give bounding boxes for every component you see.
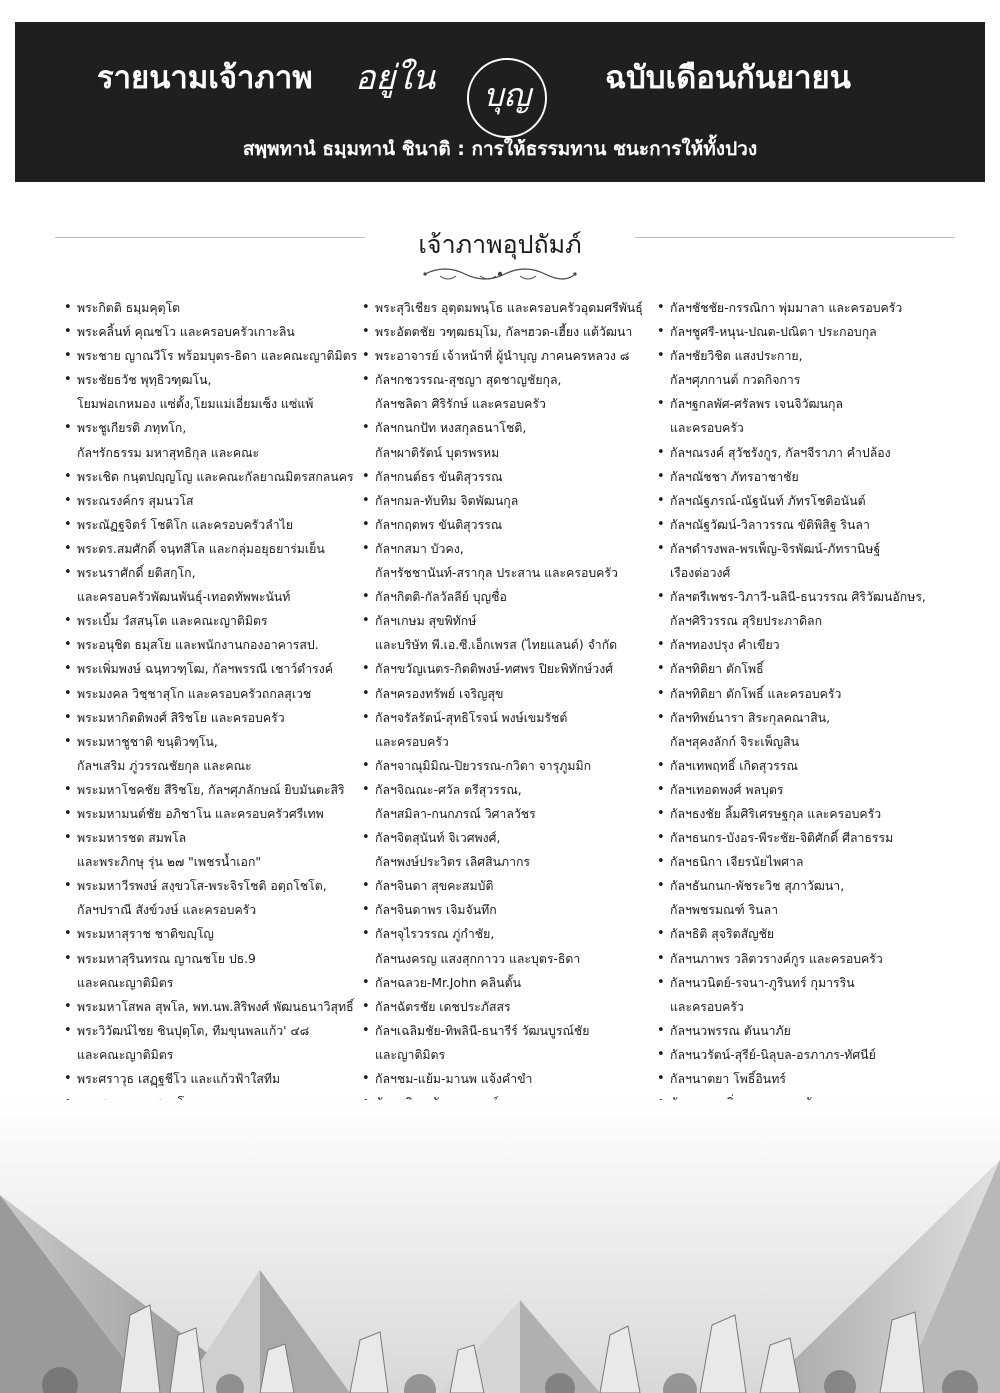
sponsor-name-continued: กัลฯพชรมณฑ์ รินลา xyxy=(670,903,779,918)
sponsor-item xyxy=(62,537,357,561)
sponsor-name: พระมหาชูชาติ ขนฺติวฑฺโน, xyxy=(77,734,218,749)
sponsor-name-continued: และคณะญาติมิตร xyxy=(77,1047,174,1062)
sponsor-item xyxy=(360,465,643,489)
sponsor-name: กัลฯณรงค์ สุวัชรังกูร, กัลฯจีราภา คำปล้อง xyxy=(670,445,891,460)
sponsor-name: กัลฯทิพย์นารา สิระกุลคณาสิน, xyxy=(670,710,831,725)
sponsor-item xyxy=(655,682,926,706)
sponsor-name: พระณรงค์กร สุมนวโส xyxy=(77,493,194,508)
sponsor-item xyxy=(655,441,926,465)
sponsor-item xyxy=(360,489,643,513)
sponsor-item xyxy=(655,947,926,971)
sponsor-name: พระนราศักดิ์ ยติสกฺโก, xyxy=(77,566,196,581)
sponsor-name: กัลฯธันกนก-พัชระวิช สุภาวัฒนา, xyxy=(670,879,845,894)
sponsor-name: พระมหาโสพล สุพโล, พท.นพ.สิริพงศ์ พัฒนธนาวิสุทธิ์ xyxy=(77,999,354,1014)
sponsor-item xyxy=(62,296,357,320)
sponsor-name: พระมหาสุรินทรณ ญาณชโย ปธ.9 xyxy=(77,951,256,966)
sponsor-name: พระอัตตชัย วฑฺฒธมฺโม, กัลฯฮวด-เฮี้ยง แต้วัฒนา xyxy=(375,325,633,340)
sponsor-name: พระคลิ้นท์ คุณชโว และครอบครัวเกาะลิน xyxy=(77,325,295,340)
header-subtitle: สพฺพทานํ ธมฺมทานํ ชินาติ : การให้ธรรมทาน ชนะการให้ทั้งปวง xyxy=(242,138,758,160)
sponsor-name: พระสุวิเชียร อุตฺตมพนฺโธ และครอบครัวอุดมศรีพันธุ์ xyxy=(375,301,643,315)
sponsor-item xyxy=(655,633,926,657)
sponsor-column-3 xyxy=(655,296,926,1115)
sponsor-item xyxy=(62,802,357,826)
sponsor-item xyxy=(655,585,926,633)
sponsor-name-continued: กัลฯสมิลา-กนกภรณ์ วิศาลวัชร xyxy=(375,806,536,821)
sponsor-name: พระเชิด กนฺตปญฺญโญ และคณะกัลยาณมิตรสกลนคร xyxy=(77,469,354,484)
sponsor-name: กัลฯณัฐภรณ์-ณัฐนันท์ ภัทรโชติอนันต์ xyxy=(670,493,866,508)
sponsor-item xyxy=(62,874,357,922)
sponsor-name: กัลฯกมล-ทับทิม จิตพัฒนกุล xyxy=(375,493,519,508)
sponsor-name: กัลฯนภาพร วลิตวรางค์กูร และครอบครัว xyxy=(670,951,883,966)
sponsor-name: กัลฯกนต์ธร ขันติสุวรรณ xyxy=(375,469,503,484)
sponsor-name: กัลฯจินดาพร เจิมจันทึก xyxy=(375,903,497,918)
sponsor-name-continued: กัลฯผาติรัตน์ บุตรพรหม xyxy=(375,445,500,460)
sponsor-item xyxy=(360,826,643,874)
title-rule-right xyxy=(635,237,955,238)
sponsor-name: กัลฯธนิกา เจียรนัยไพศาล xyxy=(670,855,804,870)
sponsor-item xyxy=(655,513,926,537)
sponsor-name: พระศราวุธ เสฏฺฐชีโว และแก้วฟ้าใสทีม xyxy=(77,1072,281,1086)
logo-text: อยู่ใน xyxy=(355,58,436,98)
sponsor-item xyxy=(62,344,357,368)
sponsor-item xyxy=(62,922,357,946)
sponsor-name-continued: และคณะญาติมิตร xyxy=(77,975,174,990)
sponsor-item xyxy=(62,609,357,633)
sponsor-name: พระมหามนต์ชัย อภิชาโน และครอบครัวศรีเทพ xyxy=(77,806,324,821)
sponsor-name: พระมหากิตติพงศ์ สิริชโย และครอบครัว xyxy=(77,710,285,725)
sponsor-name: พระอนุชิต ธมฺสโย และพนักงานกองอาคารสป. xyxy=(77,638,319,653)
sponsor-name-continued: กัลฯพงษ์ประวิตร เลิศสินภากร xyxy=(375,855,531,870)
sponsor-name: กัลฯเทอดพงศ์ พลบุตร xyxy=(670,782,784,797)
sponsor-name: กัลฯตรีเพชร-วิภาวี-นลินี-ธนวรรณ ศิริวัฒนอักษร, xyxy=(670,590,926,605)
sponsor-name: กัลฯกนกปัท หงสกุลธนาโชติ, xyxy=(375,421,527,436)
sponsor-name: กัลฯทิติยา ตักโพธิ์ xyxy=(670,662,764,677)
sponsor-item xyxy=(62,368,357,416)
sponsor-name-continued: กัลฯนงครญ แสงสุกกาวว และบุตร-ธิดา xyxy=(375,951,581,966)
header-title-left: รายนามเจ้าภาพ xyxy=(97,60,313,96)
sponsor-item xyxy=(62,826,357,874)
sponsor-name-continued: กัลฯสุคงลักก์ จิระเพ็ญสิน xyxy=(670,734,800,749)
sponsor-name: กัลฯฉลวย-Mr.John คลินตั้น xyxy=(375,975,521,990)
sponsor-item xyxy=(655,706,926,754)
sponsor-item xyxy=(360,1067,643,1091)
sponsor-item xyxy=(62,730,357,778)
sponsor-name: พระเบิ้ม วํสสนฺโต และคณะญาติมิตร xyxy=(77,614,268,629)
sponsor-name: กัลฯนาตยา โพธิ์อินทร์ xyxy=(670,1072,786,1086)
sponsor-item xyxy=(62,633,357,657)
sponsor-name: กัลฯจินดา สุขคะสมบัติ xyxy=(375,879,494,894)
sponsor-item xyxy=(655,754,926,778)
sponsor-item xyxy=(62,561,357,609)
sponsor-item xyxy=(62,320,357,344)
sponsor-item xyxy=(655,778,926,802)
sponsor-item xyxy=(62,706,357,730)
sponsor-item xyxy=(360,971,643,995)
sponsor-name: กัลฯขวัญเนตร-กิตติพงษ์-ทศพร ปิยะพิทักษ์วงศ์ xyxy=(375,662,614,677)
sponsor-name: กัลฯธงชัย ลิ้มศิริเศรษฐกุล และครอบครัว xyxy=(670,806,882,821)
sponsor-name: พระมหารชต สมพโล xyxy=(77,831,187,846)
sponsor-name: กัลฯนวรัตน์-สุรีย์-นิลุบล-อรภาภร-ทัศนีย์ xyxy=(670,1047,876,1062)
sponsor-item xyxy=(62,1019,357,1067)
sponsor-item xyxy=(655,1019,926,1043)
sponsor-item xyxy=(62,657,357,681)
sponsor-name: กัลฯชัชชัย-กรรณิกา พุ่มมาลา และครอบครัว xyxy=(670,301,903,315)
sponsor-name-continued: และครอบครัวพัฒนพันธุ์-เทอดทัพพะนันท์ xyxy=(77,590,291,605)
sponsor-name-continued: และครอบครัว xyxy=(375,734,449,749)
sponsor-name: กัลฯณัชชา ภัทรอาชาชัย xyxy=(670,469,799,484)
sponsor-item xyxy=(655,826,926,850)
sponsor-item xyxy=(62,1067,357,1091)
sponsor-name-continued: กัลฯรักธรรม มหาสุทธิกุล และคณะ xyxy=(77,445,260,460)
sponsor-item xyxy=(62,947,357,995)
sponsor-name: กัลฯนวนิตย์-รจนา-ภูรินทร์ กุมารริน xyxy=(670,975,855,990)
sponsor-name-continued: และครอบครัว xyxy=(670,421,744,436)
sponsor-name: กัลฯณัฐวัฒน์-วิลาวรรณ ขัติพิสิฐ รินลา xyxy=(670,517,870,532)
logo-circle-icon: บุญ xyxy=(467,58,547,138)
sponsor-item xyxy=(360,1019,643,1067)
sponsor-item xyxy=(360,995,643,1019)
sponsor-name-continued: กัลฯเสริม ภู่วรรณชัยกุล และคณะ xyxy=(77,758,252,773)
sponsor-name-continued: กัลฯชลิดา ศิริรักษ์ และครอบครัว xyxy=(375,397,546,412)
sponsor-item xyxy=(655,296,926,320)
sponsor-item xyxy=(655,922,926,946)
sponsor-item xyxy=(360,344,643,368)
sponsor-item xyxy=(360,609,643,657)
sponsor-name-continued: และบริษัท พี.เอ.ซี.เอ็กเพรส (ไทยแลนด์) จำกัด xyxy=(375,638,618,653)
sponsor-name: กัลฯจุไรวรรณ ภู่กำชัย, xyxy=(375,927,495,942)
sponsor-item xyxy=(655,537,926,585)
sponsor-item xyxy=(655,971,926,1019)
sponsor-name-continued: และครอบครัว xyxy=(670,999,744,1014)
sponsor-column-1 xyxy=(62,296,357,1115)
header-title-right: ฉบับเดือนกันยายน xyxy=(605,60,851,96)
sponsor-name: กัลฯเทพฤทธิ์ เกิดสุวรรณ xyxy=(670,758,798,773)
sponsor-item xyxy=(62,465,357,489)
sponsor-item xyxy=(62,513,357,537)
sponsor-item xyxy=(655,874,926,922)
sponsor-name-continued: เรืองต่อวงศ์ xyxy=(670,566,731,581)
sponsor-item xyxy=(360,416,643,464)
sponsor-item xyxy=(655,465,926,489)
sponsor-item xyxy=(62,995,357,1019)
sponsor-item xyxy=(655,320,926,344)
sponsor-item xyxy=(655,1043,926,1067)
sponsor-item xyxy=(360,874,643,898)
sponsor-item xyxy=(62,416,357,464)
sponsor-item xyxy=(655,489,926,513)
sponsor-name: พระวิวัฒน์ไชย ชินปุตฺโต, ทีมขุนพลแก้ว' ๔๘ xyxy=(77,1023,310,1038)
sponsor-name: พระเพิ่มพงษ์ ฉนฺทวฑฺโฒ, กัลฯพรรณี เชาว์ดำรงค์ xyxy=(77,662,333,677)
sponsor-name: กัลฯเฉลิมชัย-ทิพลินี-ธนารีร์ วัฒนบูรณ์ชัย xyxy=(375,1023,590,1038)
sponsor-name: กัลฯครองทรัพย์ เจริญสุข xyxy=(375,686,504,701)
sponsor-name: กัลฯชัยวิชิต แสงประกาย, xyxy=(670,349,803,364)
sponsor-name: กัลฯธนกร-บังอร-พีระชัย-จิติศักดิ์ ศีลาธรรม xyxy=(670,831,894,846)
sponsor-name: กัลฯกสมา บัวคง, xyxy=(375,541,464,556)
sponsor-name-continued: และพระภิกษุ รุ่น ๒๗ "เพชรน้ำเอก" xyxy=(77,855,262,870)
sponsor-item xyxy=(655,1067,926,1091)
sponsor-item xyxy=(360,320,643,344)
sponsor-item xyxy=(360,537,643,585)
section-title: เจ้าภาพอุปถัมภ์ xyxy=(418,230,582,259)
sponsor-item xyxy=(62,682,357,706)
sponsor-name: กัลฯกิตติ-กัลวัลลีย์ บุญชื่อ xyxy=(375,590,507,605)
sponsor-item xyxy=(360,706,643,754)
sponsor-item xyxy=(655,392,926,440)
sponsor-item xyxy=(655,657,926,681)
sponsor-item xyxy=(360,898,643,922)
sponsor-item xyxy=(62,778,357,802)
sponsor-name: กัลฯธิติ สุจริตสัญชัย xyxy=(670,927,775,942)
sponsor-name-continued: กัลฯศุภกานต์ กวดกิจการ xyxy=(670,373,801,388)
sponsor-name: พระกิตติ ธมฺมคุตฺโต xyxy=(77,301,181,315)
sponsor-name: พระมหาวีรพงษ์ สงฺขวโส-พระจิรโชติ อตฺถโชโต, xyxy=(77,879,327,894)
sponsor-column-2 xyxy=(360,296,643,1115)
sponsor-item xyxy=(62,489,357,513)
sponsor-item xyxy=(360,754,643,778)
sponsor-item xyxy=(655,344,926,392)
ornament-flourish-icon xyxy=(420,264,580,284)
sponsor-name: กัลฯจรัลรัตน์-สุทธิโรจน์ พงษ์เขมรัชต์ xyxy=(375,710,568,725)
sponsor-name: พระณัฏฐจิตร์ โชติโก และครอบครัวลำไย xyxy=(77,517,294,532)
sponsor-name: กัลฯจิณณะ-ศวัล ตรีสุวรรณ, xyxy=(375,782,522,797)
sponsor-item xyxy=(360,778,643,826)
sponsor-name: พระมหาโชคชัย สีริชโย, กัลฯศุภลักษณ์ ยิบมันตะสิริ xyxy=(77,782,345,797)
sponsor-item xyxy=(360,657,643,681)
sponsor-name-continued: กัลฯปราณี สังข์วงษ์ และครอบครัว xyxy=(77,903,257,918)
sponsor-name-continued: กัลฯศิริวรรณ สุริยประภาดิลก xyxy=(670,614,823,629)
sponsor-name: พระมงคล วิชฺชาสุโก และครอบครัวถกลสุเวช xyxy=(77,686,312,701)
sponsor-name: พระอาจารย์ เจ้าหน้าที่ ผู้นำบุญ ภาคนครหลวง ๘ xyxy=(375,349,630,364)
sponsor-item xyxy=(360,922,643,970)
sponsor-item xyxy=(360,682,643,706)
sponsor-name: กัลฯจิตสุนันท์ จิเวศพงศ์, xyxy=(375,831,501,846)
sponsor-name: พระชูเกียรติ ภทฺทโก, xyxy=(77,421,187,436)
sponsor-name: กัลฯกชวรรณ-สุชญา สุดชาญชัยกุล, xyxy=(375,373,562,388)
sponsor-item xyxy=(360,368,643,416)
sponsor-name-continued: และญาติมิตร xyxy=(375,1047,446,1062)
sponsor-item xyxy=(655,850,926,874)
sponsor-item xyxy=(360,513,643,537)
sponsor-name: กัลฯชูศรี-หนุน-ปณต-ปณิตา ประกอบกุล xyxy=(670,325,877,340)
sponsor-name: กัลฯทิติยา ตักโพธิ์ และครอบครัว xyxy=(670,686,842,701)
header-banner xyxy=(15,22,985,182)
sponsor-name: กัลฯชม-แย้ม-มานพ แจ้งคำขำ xyxy=(375,1072,533,1086)
sponsor-name: พระดร.สมศักดิ์ จนฺทสีโล และกลุ่มอยุธยาร่มเย็น xyxy=(77,541,325,556)
sponsor-name: กัลฯดำรงพล-พรเพ็ญ-จิรพัฒน์-ภัทรานิษฐ์ xyxy=(670,541,881,556)
sponsor-name: พระมหาสุราช ชาติขญฺโญ xyxy=(77,927,214,942)
sponsor-item xyxy=(360,296,643,320)
sponsor-item xyxy=(655,802,926,826)
sponsor-name-continued: โยมพ่อเกหมอง แซ่ตั้ง,โยมแม่เอี่ยมเซ็ง แซ่แพ้ xyxy=(77,397,314,412)
sponsor-name: กัลฯเกษม สุขพิทักษ์ xyxy=(375,614,477,629)
sponsor-name: กัลฯกฤตพร ขันติสุวรรณ xyxy=(375,517,503,532)
pyramid-crystal-scene-icon xyxy=(0,1100,1000,1393)
sponsor-name: กัลฯทองปรุง คำเขียว xyxy=(670,638,780,653)
sponsor-name: กัลฯจาณุมิมิณ-ปิยวรรณ-กวิตา จารุภูมมิก xyxy=(375,758,592,773)
sponsor-name: พระชาย ญาณวีโร พร้อมบุตร-ธิดา และคณะญาติมิตร xyxy=(77,349,358,364)
sponsor-item xyxy=(360,585,643,609)
sponsor-name: กัลฯนวพรรณ ตันนาภัย xyxy=(670,1023,791,1038)
sponsor-name: กัลฯฐกลพัศ-ศรัลพร เจนจิวัฒนกุล xyxy=(670,397,843,412)
sponsor-name: พระชัยธวัช พุทฺธิวฑฺฒโน, xyxy=(77,373,212,388)
sponsor-name-continued: กัลฯรัชชานันท์-สรากุล ประสาน และครอบครัว xyxy=(375,566,618,581)
sponsor-name: กัลฯฉัตรชัย เดชประภัสสร xyxy=(375,999,511,1014)
